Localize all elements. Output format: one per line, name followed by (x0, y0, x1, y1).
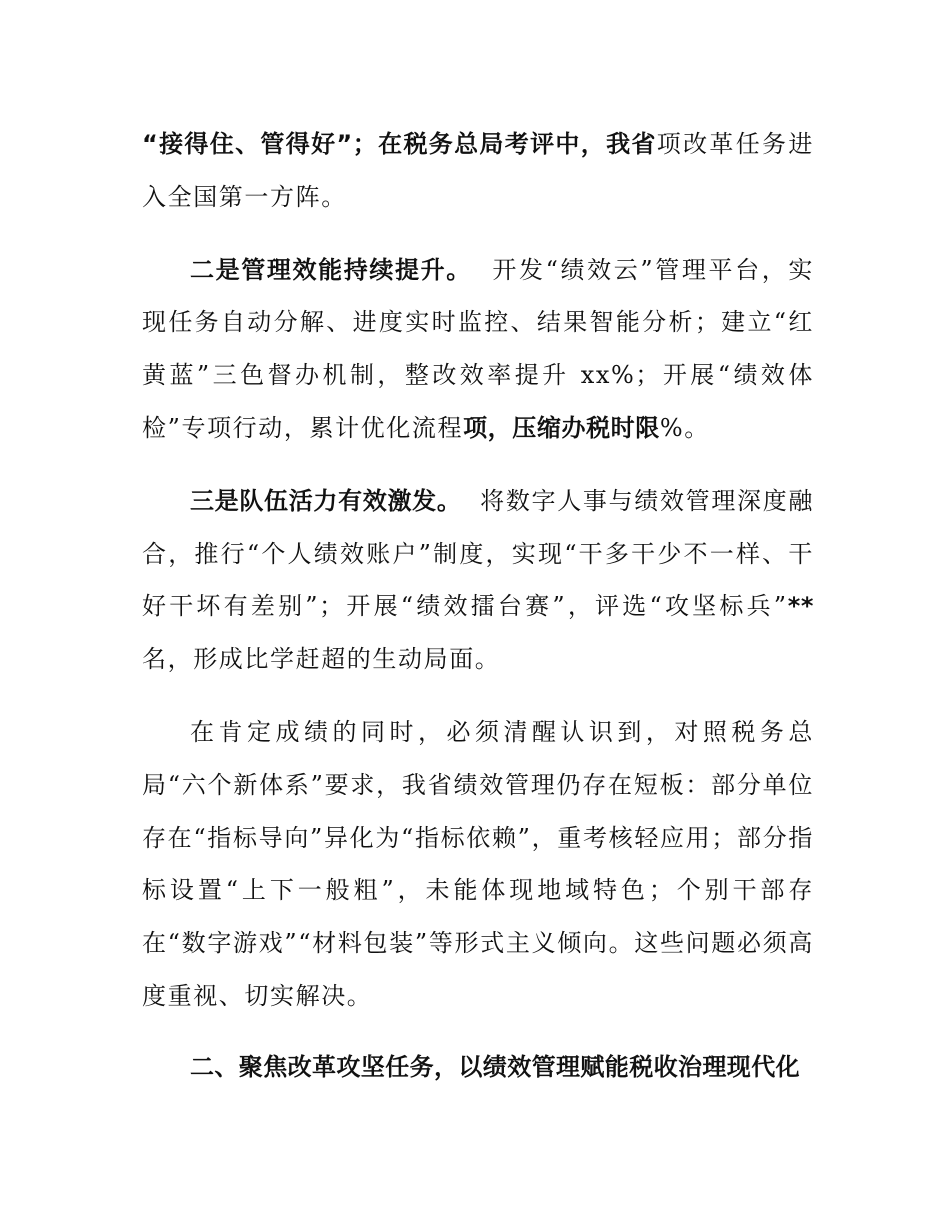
paragraph-heading: 二是管理效能持续提升。 (190, 255, 472, 284)
section-heading: 二、聚焦改革攻坚任务，以绩效管理赋能税收治理现代化 (190, 1052, 800, 1081)
paragraph-text: 在肯定成绩的同时，必须清醒认识到，对照税务总局“六个新体系”要求，我省绩效管理仍存在短板：部分单位存在“指标导向”异化为“指标依赖”，重考核轻应用；部分指标设置“上下一般粗”，未能体现地域特色；个别干部存在“数字游戏”“材料包装”等形式主义倾向。这些问题必须高度重视、切实解决。 (142, 717, 814, 1010)
paragraph-reform-tasks (142, 118, 814, 224)
paragraph-text-tail: 名，形成比学赶超的生动局面。 (142, 645, 501, 674)
document-page (142, 118, 814, 1094)
paragraph-team-vitality (142, 475, 814, 686)
paragraph-management-efficiency (142, 244, 814, 455)
bold-lead-text: “接得住、管得好”；在税务总局考评中，我省 (142, 130, 657, 158)
paragraph-heading: 三是队伍活力有效激发。 (190, 486, 462, 515)
paragraph-text-tail: %。 (659, 413, 710, 442)
paragraph-text: 将数字人事与绩效管理深度融合，推行“个人绩效账户”制度，实现“干多干少不一样、干好干坏有差别”；开展“绩效擂台赛”，评选“攻坚标兵” (142, 486, 814, 621)
paragraph-text: 项改革任务进入全国第一方阵。 (142, 130, 814, 211)
paragraph-text: 开发“绩效云”管理平台，实现任务自动分解、进度实时监控、结果智能分析；建立“红黄蓝”三色督办机制，整改效率提升 xx%；开展“绩效体检”专项行动，累计优化流程 (142, 255, 814, 442)
placeholder-stars: ** (787, 592, 814, 621)
bold-inline-text: 项，压缩办税时限 (463, 413, 660, 442)
paragraph-shortcomings (142, 706, 814, 1023)
